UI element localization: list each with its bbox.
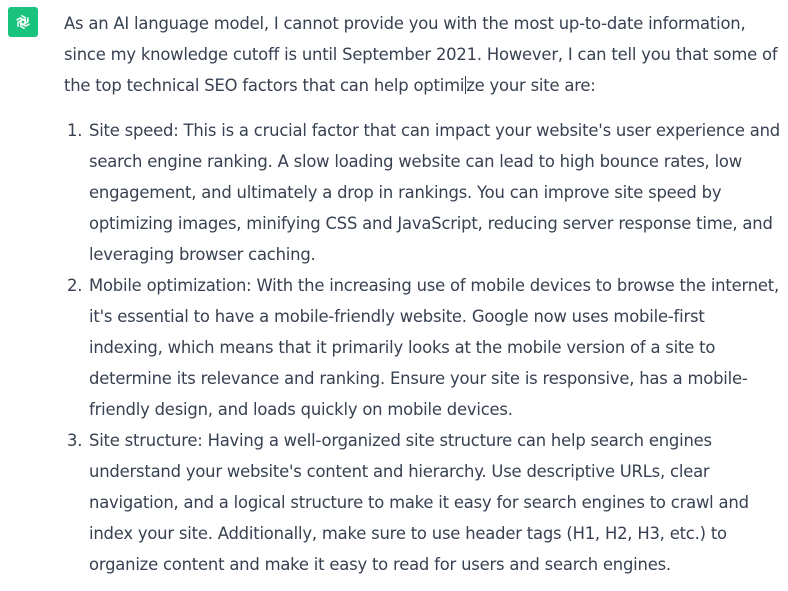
seo-factors-list	[64, 115, 780, 580]
list-item	[64, 425, 780, 580]
intro-text-end: ze your site are:	[466, 76, 596, 95]
list-item	[64, 115, 780, 270]
list-item-text: Mobile optimization: With the increasing use of mobile devices to browse the internet, it's essential to have a mobile-friendly website. Google now uses mobile-first indexing, which means that it primarily looks at the mobile version of a site to determine its relevance and ranking. Ensure your site is responsive, has a mobile-friendly design, and loads quickly on mobile devices.	[89, 276, 780, 419]
list-item-text: Site structure: Having a well-organized site structure can help search engines understand your website's content and hierarchy. Use descriptive URLs, clear navigation, and a logical structure to make it easy for search engines to crawl and index your site. Additionally, make sure to use header tags (H1, H2, H3, etc.) to organize content and make it easy to read for users and search engines.	[89, 431, 749, 574]
openai-logo-icon	[12, 11, 34, 33]
message-content	[64, 8, 780, 580]
assistant-avatar	[8, 7, 38, 37]
list-item-number: 1.	[67, 121, 83, 140]
list-item-number: 3.	[67, 431, 83, 450]
list-item	[64, 270, 780, 425]
intro-text-start: As an AI language model, I cannot provide you with the most up-to-date information, since my knowledge cutoff is until September 2021. However, I can tell you that some of the top technical SEO factors that can help optimi	[64, 14, 778, 95]
list-item-number: 2.	[67, 276, 83, 295]
intro-paragraph	[64, 8, 780, 101]
list-item-text: Site speed: This is a crucial factor that can impact your website's user experience and search engine ranking. A slow loading website can lead to high bounce rates, low engagement, and ultimately a drop in rankings. You can improve site speed by optimizing images, minifying CSS and JavaScript, reducing server response time, and leveraging browser caching.	[89, 121, 780, 264]
